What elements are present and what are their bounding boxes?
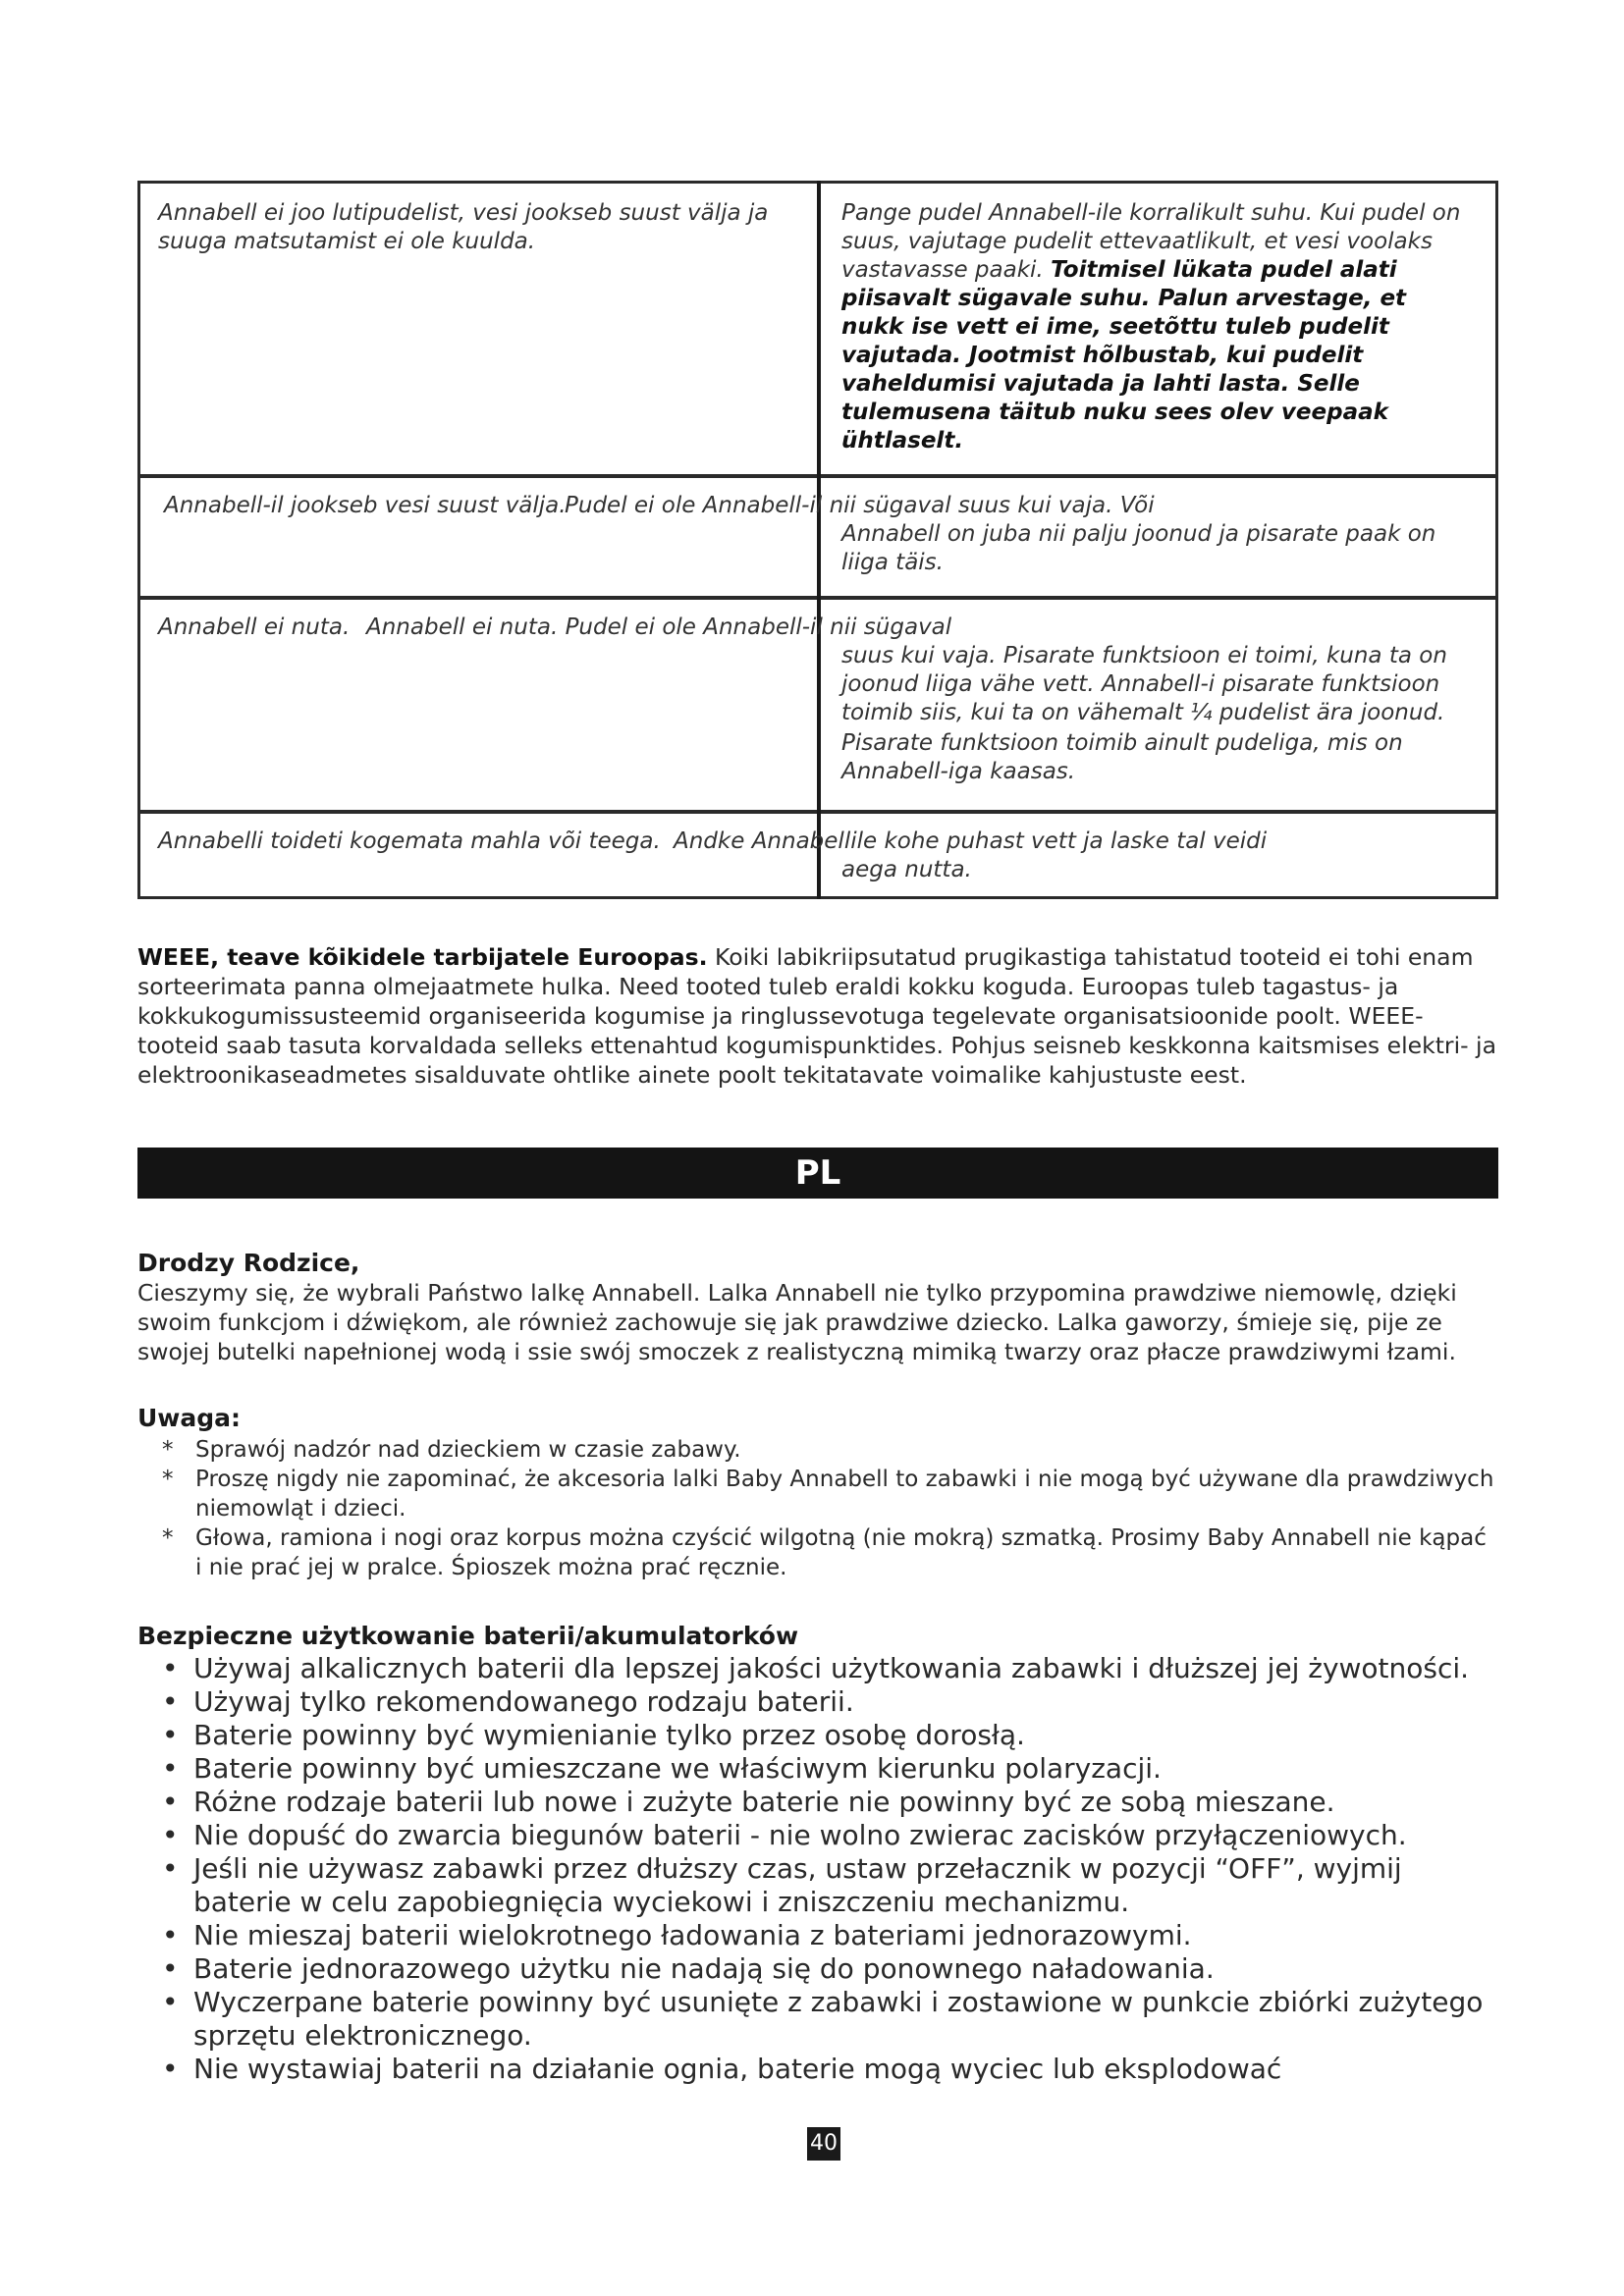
warning-list <box>162 1435 1497 1582</box>
list-item: • Wyczerpane baterie powinny być usunięte z zabawki i zostawione w punkcie zbiórki zużytego sprzętu elektronicznego. <box>162 1986 1484 2052</box>
solution-cell: Annabell on juba nii palju joonud ja pisarate paak on liiga täis. <box>841 521 1436 575</box>
solution-cell: suus kui vaja. Pisarate funktsioon ei toimi, kuna ta on joonud liiga vähe vett. Annabell-i pisarate funktsioon toimib siis, kui ta on vähemalt ¼ pudelist ära joonud. <box>841 643 1447 725</box>
battery-list <box>162 1652 1497 2086</box>
solution-first-line: Andke Annabellile kohe puhast vett ja laske tal veidi <box>674 828 1268 854</box>
problem-cell: Annabell ei joo lutipudelist, vesi jookseb suust välja ja suuga matsutamist ei ole kuulda. <box>158 200 769 254</box>
weee-notice <box>137 942 1498 1090</box>
list-item: * Proszę nigdy nie zapominać, że akcesoria lalki Baby Annabell to zabawki i nie mogą być używane dla prawdziwych niemowląt i dzieci. <box>162 1467 1494 1522</box>
list-item: • Nie dopuść do zwarcia biegunów baterii - nie wolno zwierac zacisków przyłączeniowych. <box>162 1819 1407 1851</box>
column-divider <box>817 181 821 477</box>
list-item: * Głowa, ramiona i nogi oraz korpus można czyścić wilgotną (nie mokrą) szmatką. Prosimy Baby Annabell nie kąpać i nie prać jej w pralce. Śpioszek można prać ręcznie. <box>162 1525 1487 1580</box>
solution-text: Pange pudel Annabell-ile korralikult suhu. Kui pudel on suus, vajutage pudelit ettevaatlikult, et vesi voolaks vastavasse paaki. <box>841 200 1461 283</box>
list-item: • Używaj alkalicznych baterii dla lepszej jakości użytkowania zabawki i dłuższej jej żywotności. <box>162 1652 1470 1684</box>
problem-cell: Annabell-il jookseb vesi suust välja. <box>164 493 567 518</box>
intro-text: Cieszymy się, że wybrali Państwo lalkę Annabell. Lalka Annabell nie tylko przypomina prawdziwe niemowlę, dzięki swoim funkcjom i dźwiękom, ale również zachowuje się jak prawdziwe dziecko. Lalka gaworzy, śmieje się, pije ze swojej butelki napełnionej wodą i ssie swój smoczek z realistyczną mimiką twarzy oraz płacze prawdziwymi łzami. <box>137 1279 1457 1365</box>
table-row <box>137 597 1498 813</box>
problem-cell: Annabelli toideti kogemata mahla või teega. <box>158 828 661 854</box>
list-item: * Sprawój nadzór nad dzieckiem w czasie zabawy. <box>162 1437 741 1463</box>
weee-title: WEEE, teave kõikidele tarbijatele Euroopas. <box>137 943 708 971</box>
weee-text: Koiki labikriipsutatud prugikastiga tahistatud tooteid ei tohi enam sorteerimata panna olmejaatmete hulka. Need tooted tuleb eraldi kokku koguda. Euroopas tuleb tagastus- ja kokkukogumissusteemid organiseerida kogumise ja ringlussevotuga tegelevate organisatsioonide poolt. WEEE-tooteid saab tasuta korvaldada selleks ettenahtud kogumispunktides. Pohjus seisneb keskkonna kaitsmises elektri- ja elektroonikaseadmetes sisalduvate ohtlike ainete poolt tekitatavate voimalike kahjustuste eest. <box>137 943 1496 1089</box>
table-row <box>137 811 1498 899</box>
page-number: 40 <box>807 2127 840 2161</box>
solution-bold-text: Toitmisel lükata pudel alati piisavalt sügavale suhu. Palun arvestage, et nukk ise vett ei ime, seetõttu tuleb pudelit vajutada. Jootmist hõlbustab, kui pudelit vaheldumisi vajutada ja lahti lasta. Selle tulemusena täitub nuku sees olev veepaak ühtlaselt. <box>841 257 1407 454</box>
list-item: • Jeśli nie używasz zabawki przez dłuższy czas, ustaw przełacznik w pozycji “OFF”, wyjmij baterie w celu zapobiegnięcia wyciekowi i zniszczeniu mechanizmu. <box>162 1852 1402 1918</box>
solution-cell <box>841 199 1470 455</box>
list-item: • Różne rodzaje baterii lub nowe i zużyte baterie nie powinny być ze sobą mieszane. <box>162 1786 1335 1818</box>
table-row <box>137 475 1498 599</box>
language-banner: PL <box>137 1148 1498 1199</box>
intro-heading: Drodzy Rodzice, <box>137 1249 360 1277</box>
list-item: • Używaj tylko rekomendowanego rodzaju baterii. <box>162 1685 854 1718</box>
list-item: • Nie mieszaj baterii wielokrotnego ładowania z bateriami jednorazowymi. <box>162 1919 1192 1951</box>
warning-heading: Uwaga: <box>137 1404 242 1432</box>
list-item: • Baterie powinny być umieszczane we właściwym kierunku polaryzacji. <box>162 1752 1162 1785</box>
battery-heading: Bezpieczne użytkowanie baterii/akumulatorków <box>137 1622 799 1650</box>
problem-cell: Annabell ei nuta. <box>158 614 351 640</box>
table-row <box>137 181 1498 477</box>
list-item: • Nie wystawiaj baterii na działanie ognia, baterie mogą wyciec lub eksplodować <box>162 2053 1282 2085</box>
solution-cell: aega nutta. <box>841 857 972 882</box>
solution-first-line: Pudel ei ole Annabell-il nii sügaval suus kui vaja. Või <box>565 493 1155 518</box>
solution-first-line: Annabell ei nuta. Pudel ei ole Annabell-il nii sügaval <box>366 614 952 640</box>
list-item: • Baterie jednorazowego użytku nie nadają się do ponownego naładowania. <box>162 1952 1215 1985</box>
list-item: • Baterie powinny być wymienianie tylko przez osobę dorosłą. <box>162 1719 1025 1751</box>
solution-note: Pisarate funktsioon toimib ainult pudeliga, mis on Annabell-iga kaasas. <box>841 730 1403 784</box>
troubleshooting-table <box>137 181 1498 899</box>
